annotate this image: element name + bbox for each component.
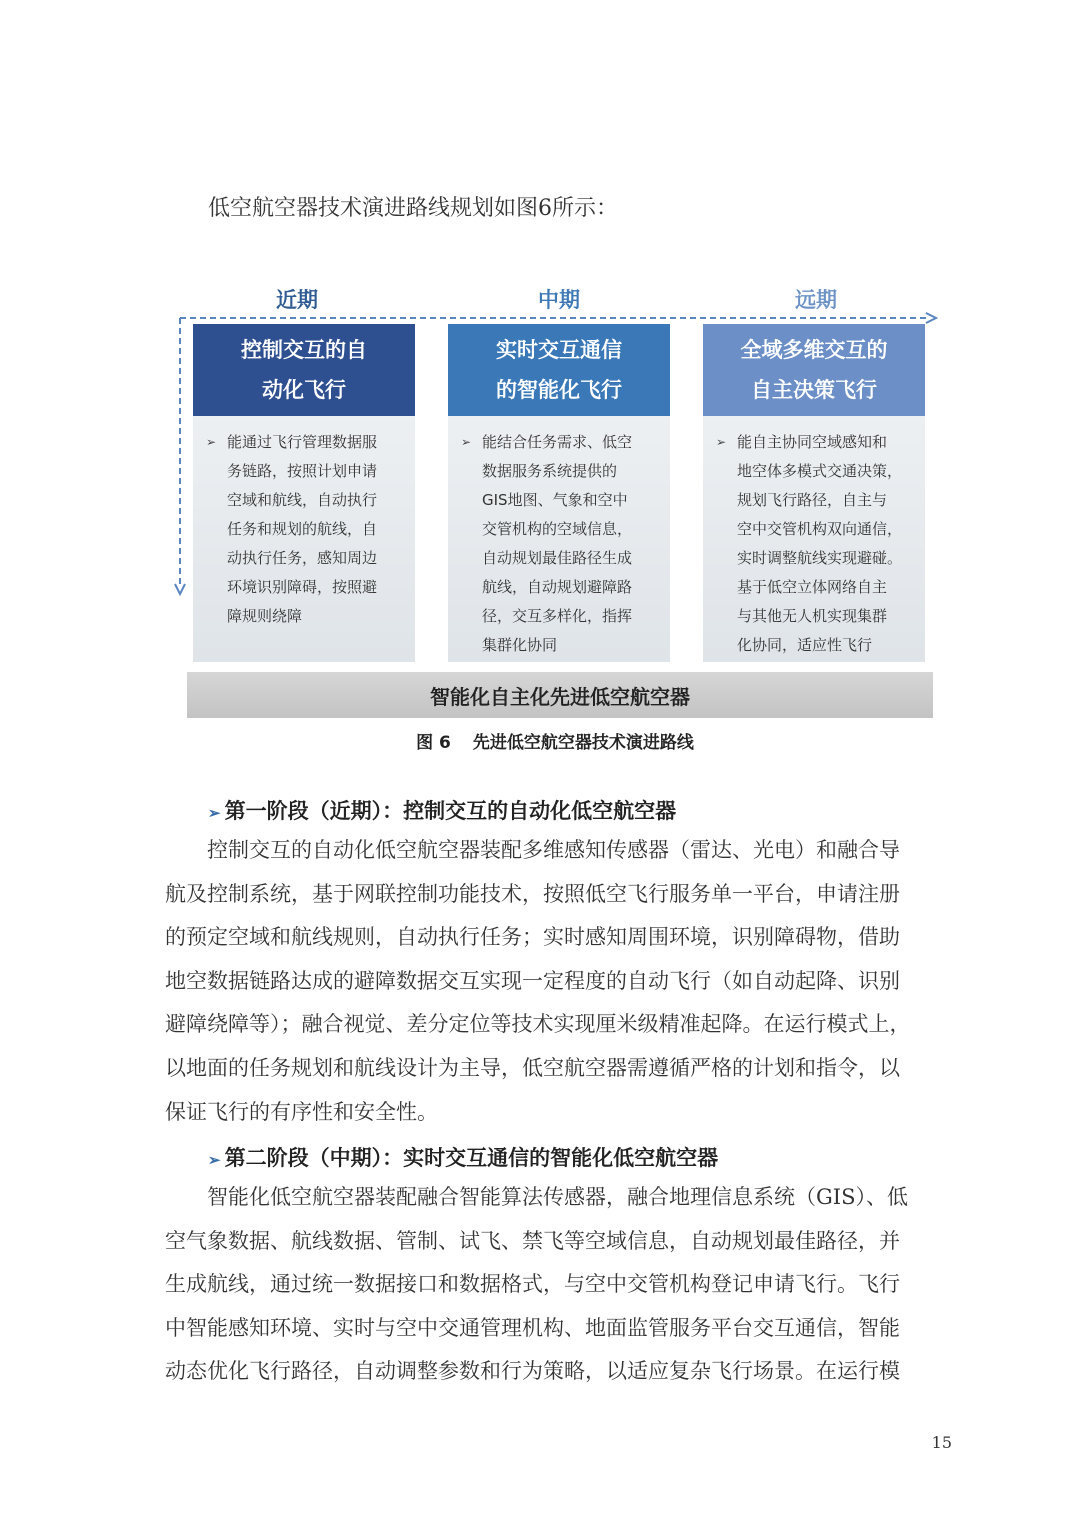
paragraph-line: 以地面的任务规划和航线设计为主导，低空航空器需遵循严格的计划和指令，以 [165, 1055, 900, 1080]
paragraph-line: 控制交互的自动化低空航空器装配多维感知传感器（雷达、光电）和融合导 [165, 838, 900, 862]
paragraph-line: 智能化低空航空器装配融合智能算法传感器，融合地理信息系统（GIS）、低 [165, 1185, 908, 1209]
column-near-line: 空域和航线，自动执行 [227, 491, 378, 509]
heading-arrow-icon: ➢ [208, 1151, 221, 1169]
paragraph-line: 生成航线，通过统一数据接口和数据格式，与空中交管机构登记申请飞行。飞行 [165, 1272, 900, 1297]
paragraph-line: 航及控制系统，基于网联控制功能技术，按照低空飞行服务单一平台，申请注册 [165, 881, 900, 906]
column-far-header [703, 324, 925, 416]
figure-caption [0, 728, 1080, 753]
column-near-title-line: 控制交互的自 [241, 338, 367, 362]
figure-caption-title: 先进低空航空器技术演进路线 [472, 733, 694, 753]
column-near [193, 324, 415, 662]
column-mid [448, 324, 670, 662]
column-far-line: 实时调整航线实现避碰。 [737, 549, 903, 567]
bullet-arrow-icon: ➢ [206, 435, 217, 449]
roadmap-figure [0, 270, 1080, 760]
column-near-line: 环境识别障碍，按照避 [227, 578, 378, 596]
section-heading-stage-1 [208, 795, 676, 825]
paragraph-line: 避障绕障等）；融合视觉、差分定位等技术实现厘米级精准起降。在运行模式上， [165, 1012, 911, 1037]
column-far-title-line: 自主决策飞行 [751, 378, 877, 402]
paragraph-line: 空气象数据、航线数据、管制、试飞、禁飞等空域信息，自动规划最佳路径，并 [165, 1228, 900, 1253]
section-heading-stage-2 [208, 1142, 718, 1172]
column-far-line: 空中交管机构双向通信， [737, 520, 903, 538]
heading-arrow-icon: ➢ [208, 804, 221, 822]
column-mid-title-line: 的智能化飞行 [496, 378, 622, 402]
column-mid-title-line: 实时交互通信 [496, 338, 622, 362]
column-near-title-line: 动化飞行 [262, 378, 346, 402]
section-heading-text: 第二阶段（中期）：实时交互通信的智能化低空航空器 [224, 1145, 719, 1170]
column-mid-line: 径，交互多样化，指挥 [482, 607, 633, 625]
figure-banner: 智能化自主化先进低空航空器 [187, 672, 933, 718]
column-near-line: 障规则绕障 [227, 607, 303, 625]
column-far-line: 能自主协同空域感知和 [737, 433, 888, 451]
paragraph-line: 的预定空域和航线规则，自动执行任务；实时感知周围环境，识别障碍物，借助 [165, 925, 900, 950]
column-far-line: 基于低空立体网络自主 [737, 578, 888, 596]
column-mid-body [461, 428, 661, 660]
paragraph-line: 地空数据链路达成的避障数据交互实现一定程度的自动飞行（如自动起降、识别 [165, 968, 900, 993]
intro-text: 低空航空器技术演进路线规划如图6所示： [208, 196, 618, 221]
section-heading-text: 第一阶段（近期）：控制交互的自动化低空航空器 [224, 798, 677, 823]
column-mid-line: 数据服务系统提供的 [482, 462, 618, 480]
figure-caption-number: 图 6 [416, 733, 451, 753]
column-near-body [206, 428, 406, 631]
paragraph-line: 中智能感知环境、实时与空中交通管理机构、地面监管服务平台交互通信，智能 [165, 1315, 900, 1340]
column-mid-header [448, 324, 670, 416]
phase-label-far: 远期 [795, 288, 837, 312]
bullet-arrow-icon: ➢ [461, 435, 472, 449]
column-mid-line: 交管机构的空域信息， [482, 520, 633, 538]
column-mid-line: 能结合任务需求、低空 [482, 433, 633, 451]
column-far-line: 化协同，适应性飞行 [737, 636, 873, 654]
column-near-line: 务链路，按照计划申请 [227, 462, 378, 480]
column-far-line: 地空体多模式交通决策， [737, 462, 903, 480]
column-far-body [716, 428, 916, 660]
bullet-arrow-icon: ➢ [716, 435, 727, 449]
column-near-line: 动执行任务，感知周边 [227, 549, 378, 567]
phase-label-near: 近期 [276, 288, 318, 312]
paragraph-line: 保证飞行的有序性和安全性。 [165, 1099, 438, 1124]
column-near-line: 能通过飞行管理数据服 [227, 433, 378, 451]
column-far-line: 规划飞行路径，自主与 [737, 491, 888, 509]
section-paragraph-stage-1 [165, 829, 955, 1134]
column-mid-line: 航线，自动规划避障路 [482, 578, 633, 596]
column-far [703, 324, 925, 662]
column-near-header [193, 324, 415, 416]
column-mid-line: 集群化协同 [482, 636, 558, 654]
column-near-line: 任务和规划的航线，自 [227, 520, 378, 538]
timeline-arrowhead-down [175, 584, 185, 594]
phase-label-mid: 中期 [538, 288, 580, 312]
column-mid-line: 自动规划最佳路径生成 [482, 549, 633, 567]
column-mid-line: GIS地图、气象和空中 [482, 491, 628, 509]
page-number: 15 [931, 1433, 952, 1452]
column-far-line: 与其他无人机实现集群 [737, 607, 888, 625]
timeline-arrowhead-right [926, 313, 936, 323]
paragraph-line: 动态优化飞行路径，自动调整参数和行为策略，以适应复杂飞行场景。在运行模 [165, 1359, 900, 1384]
section-paragraph-stage-2 [165, 1176, 955, 1394]
column-far-title-line: 全域多维交互的 [740, 338, 888, 362]
